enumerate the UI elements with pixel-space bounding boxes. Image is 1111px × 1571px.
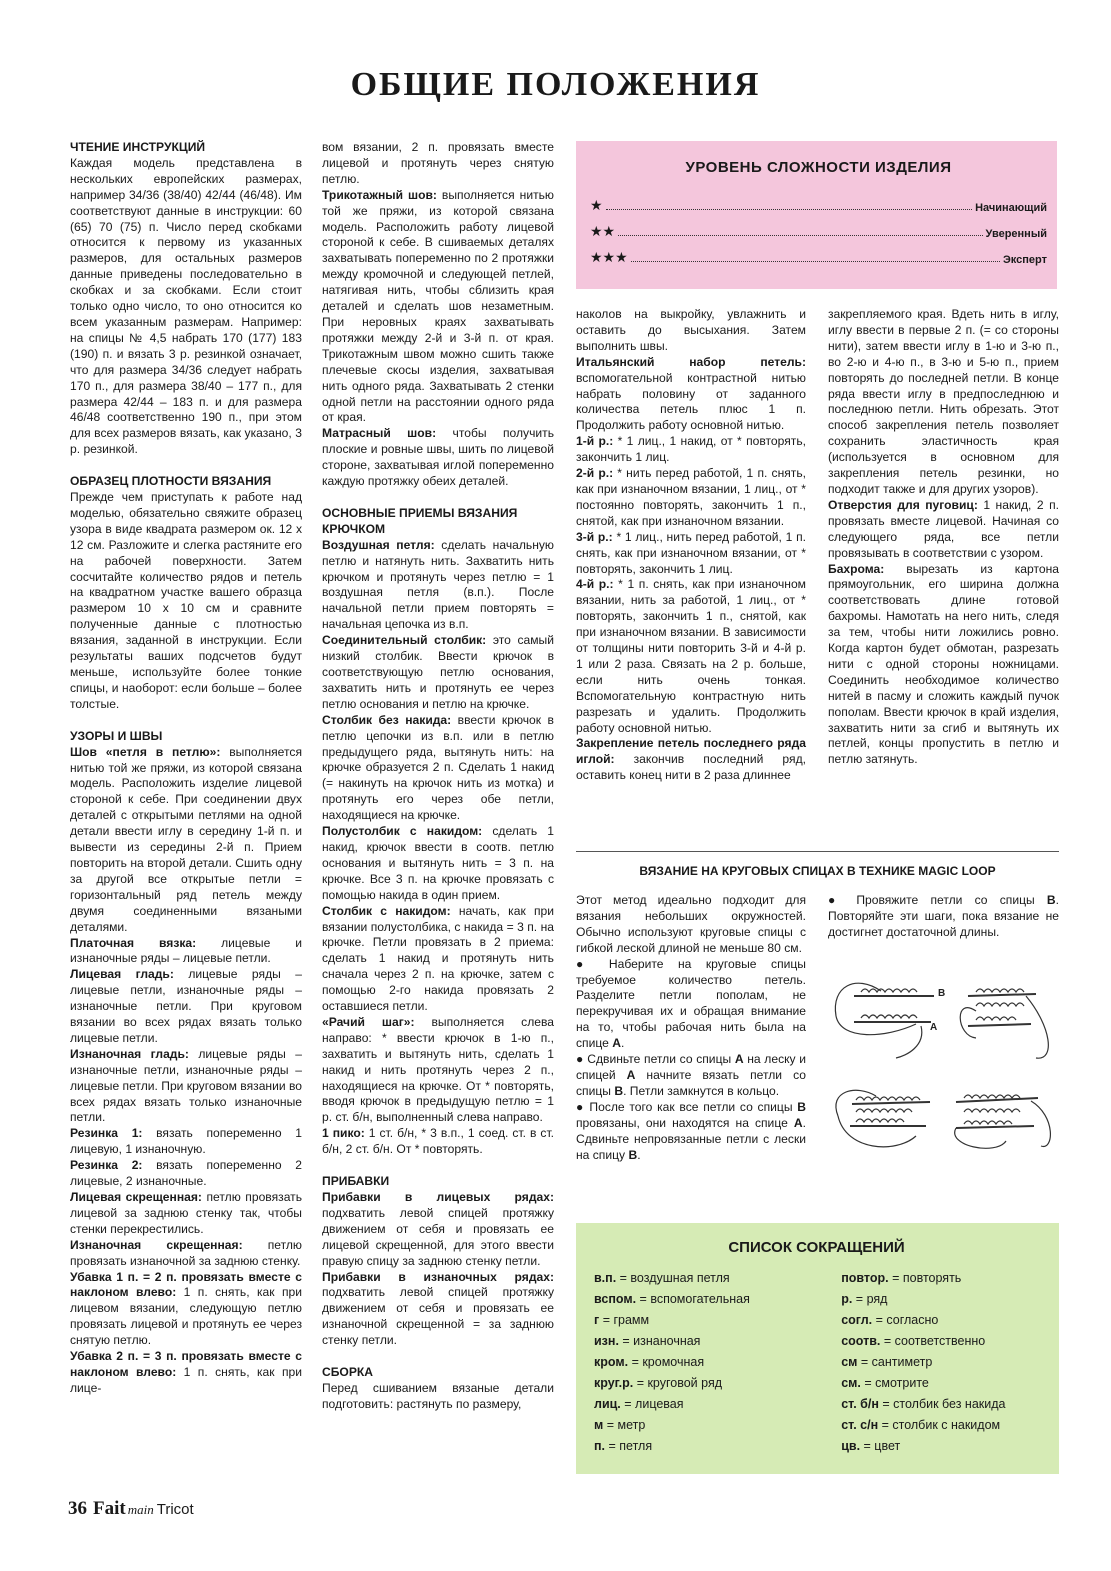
abbreviation-row: вспом. = вспомогательная	[594, 1292, 750, 1306]
section-title-crochet: ОСНОВНЫЕ ПРИЕМЫ ВЯЗАНИЯ КРЮЧКОМ	[322, 505, 518, 536]
magic-step-4: ● Провяжите петли со спицы В. Повторяйте эти шаги, пока вязание не достигнет достаточной длины.	[828, 893, 1059, 939]
page-footer	[68, 1498, 194, 1520]
abbreviation-row: круг.р. = круговой ряд	[594, 1376, 723, 1390]
abbreviation-row: р. = ряд	[841, 1292, 888, 1306]
abbreviations-left	[594, 1268, 841, 1457]
magic-step-3: ● После того как все петли со спицы В провязаны, они находятся на спице А. Сдвиньте непровязанные петли с лески на спицу В.	[576, 1099, 806, 1162]
difficulty-level: ★★★ Эксперт	[590, 249, 1047, 266]
needle-label-a: A	[930, 1022, 938, 1033]
abbreviations-right	[841, 1268, 1039, 1457]
section-title-patterns: УЗОРЫ И ШВЫ	[70, 728, 163, 743]
abbreviation-row: изн. = изнаночная	[594, 1334, 701, 1348]
pattern-item: Резинка 1: вязать попеременно 1 лицевую, 1 изнаночную.	[70, 1126, 302, 1157]
continued-text: закрепляемого края. Вдеть нить в иглу, иглу ввести в первые 2 п. (= со стороны нити), затем ввести иглу в 1-ю и 3-ю п., во 2-ю и 4-ю п., в 3-ю и 5-ю п., прием повторять до последней петли. В конце ряда ввести иглу в предпоследнюю и последнюю петли. Нить обрезать. Этот способ закрепления петель позволяет сохранить эластичность края (используется в основном для закрепления петель резинки, но подходит также и для других узоров).	[828, 307, 1059, 496]
abbreviation-row: кром. = кромочная	[594, 1355, 705, 1369]
magic-intro: Этот метод идеально подходит для вязания небольших окружностей. Обычно используют круговые спицы с гибкой леской длиной не меньше 80 см.	[576, 893, 806, 955]
technique-item: 3-й р.: * 1 лиц., нить перед работой, 1 п. снять, как при изнаночном вязании, от * повторять, закончить 1 лиц.	[576, 529, 806, 576]
abbreviation-row: в.п. = воздушная петля	[594, 1271, 730, 1285]
crochet-item: «Рачий шаг»: выполняется слева направо: * ввести крючок в 1-ю п., захватить и вытянуть нить, сделать 1 накид и нить протянуть через 2 п., находящиеся на крючке. От * повторять, вводя крючок в предыдущую петлю = 1 р. ст. б/н, выполненный слева направо.	[322, 1014, 554, 1125]
pattern-item: Платочная вязка: лицевые и изнаночные ряды – лицевые петли.	[70, 935, 302, 966]
technique-item: Закрепление петель последнего ряда иглой: закончив последний ряд, оставить конец нити в 2 раза длиннее	[576, 736, 806, 783]
abbreviation-row: согл. = согласно	[841, 1313, 939, 1327]
magic-step-2: ● Сдвиньте петли со спицы А на леску и спицей А начните вязать петли со спицы В. Петли замкнутся в кольцо.	[576, 1052, 807, 1098]
column-1	[70, 140, 302, 1397]
abbreviation-row: лиц. = лицевая	[594, 1397, 684, 1411]
abbreviation-row: цв. = цвет	[841, 1439, 901, 1453]
section-divider	[576, 851, 1059, 852]
abbreviation-row: соотв. = соответственно	[841, 1334, 986, 1348]
crochet-item: Полустолбик с накидом: сделать 1 накид, крючок ввести в соотв. петлю основания и вытянуть нить = 3 п. на крючке. Все 3 п. на крючке провязать с помощью накида в один прием.	[322, 824, 555, 902]
abbreviation-row: см = сантиметр	[841, 1355, 933, 1369]
section-title-assembly: СБОРКА	[322, 1365, 374, 1380]
abbreviation-row: повтор. = повторять	[841, 1271, 962, 1285]
technique-item: 4-й р.: * 1 п. снять, как при изнаночном вязании, нить за работой, 1 лиц., от * повторять, закончить 1 п., снятой, как при изнаночном вязании. В зависимости от толщины нити повторить 3-й и 4-й р. 1 или 2 раза. Связать на 2 р. больше, если нить очень тонкая. Вспомогательную контрастную нить разрезать и удалить. Продолжить работу основной нитью.	[576, 577, 806, 735]
abbreviation-row: п. = петля	[594, 1439, 653, 1453]
increase-item: Прибавки в изнаночных рядах: подхватить левой спицей протяжку движением от себя и провязать ее изнаночной скрещенной = за заднюю стенку петли.	[322, 1269, 554, 1348]
pattern-item: Резинка 2: вязать попеременно 2 лицевые, 2 изнаночные.	[70, 1158, 302, 1189]
assembly-text: Перед сшиванием вязаные детали подготовить: растянуть по размеру,	[322, 1380, 554, 1411]
crochet-item: 1 пико: 1 ст. б/н, * 3 в.п., 1 соед. ст. в ст. б/н, 2 ст. б/н. От * повторять.	[322, 1126, 555, 1157]
crochet-item: Столбик с накидом: начать, как при вязании полустолбика, с накида = 3 п. на крючке. Петли провязать в 2 приема: сделать 1 накид и протянуть нить сначала через 2 п. на крючке, затем с помощью 2-го накида провязать 2 оставшиеся петли.	[322, 903, 554, 1014]
magic-step-1: ● Наберите на круговые спицы требуемое количество петель. Разделите петли пополам, не перекручивая их и обращая внимание на то, чтобы рабочая нить была на спице А.	[576, 956, 806, 1051]
technique-item: Бахрома: вырезать из картона прямоугольник, его ширина должна соответствовать длине готовой бахромы. Намотать на него нить, следя за тем, чтобы нити ложились ровно. Когда картон будет обмотан, разрезать нити с одной стороны ножницами. Соединить необходимое количество нитей в пасму и сложить каждый пучок пополам. Ввести крючок в край изделия, захватить нити за сгиб и вытянуть их петлей, концы пропустить в петлю и петлю затянуть.	[828, 561, 1059, 767]
needle-label-b: B	[938, 988, 946, 999]
difficulty-title: УРОВЕНЬ СЛОЖНОСТИ ИЗДЕЛИЯ	[685, 159, 952, 176]
page-number: 36	[68, 1498, 87, 1519]
column-2	[322, 140, 554, 1413]
section-title-gauge: ОБРАЗЕЦ ПЛОТНОСТИ ВЯЗАНИЯ	[70, 474, 272, 489]
abbreviation-row: ст. с/н = столбик с накидом	[841, 1418, 1001, 1432]
continued-text: вом вязании, 2 п. провязать вместе лицевой и протянуть через снятую петлю.	[322, 140, 554, 186]
pattern-item: Шов «петля в петлю»: выполняется нитью той же пряжи, из которой связана модель. Расположить изделие лицевой стороной к себе. При соединении двух деталей с открытыми петлями на одной детали ввести иглу в середину 1-й п. и вывести из середины 2-й п. Прием повторить на второй детали. Сшить одну за другой все открытые петли = горизонтальный ряд петель между двумя соединенными вязаными деталями.	[70, 744, 302, 934]
crochet-item: Столбик без накида: ввести крючок в петлю цепочки из в.п. или в петлю предыдущего ряда, вытянуть нить: на крючке образуется 2 п. Сделать 1 накид (= накинуть на крючок нить из мотка) и протянуть его через обе петли, находящиеся на крючке.	[322, 712, 554, 823]
star-icon: ★	[590, 197, 603, 213]
section-title-reading: ЧТЕНИЕ ИНСТРУКЦИЙ	[70, 140, 206, 154]
abbreviation-row: ст. б/н = столбик без накида	[841, 1397, 1006, 1411]
abbreviations-title: СПИСОК СОКРАЩЕНИЙ	[728, 1239, 905, 1256]
technique-item: Отверстия для пуговиц: 1 накид, 2 п. провязать вместе лицевой. Начиная со следующего ряда, все петли провязывать в соответствии с узором.	[828, 497, 1059, 560]
magic-loop-title: ВЯЗАНИЕ НА КРУГОВЫХ СПИЦАХ В ТЕХНИКЕ MAGIC LOOP	[639, 864, 996, 878]
technique-item: Итальянский набор петель: вспомогательной контрастной нитью набрать половину от заданного количества петель плюс 1 п. Продолжить работу основной нитью.	[576, 354, 806, 433]
gauge-text: Прежде чем приступать к работе над моделью, обязательно свяжите образец узора в виде квадрата размером ок. 12 х 12 см. Разложите и слегка растяните его на рабочей поверхности. Затем сосчитайте количество рядов и петель на квадратном участке вашего образца размером 10 х 10 см и сравните полученные данные с плотностью вязания, заданной в инструкции. Если результаты ваших подсчетов будут меньше, используйте более тонкие спицы, и наоборот: если больше – более толстые.	[70, 490, 302, 711]
pattern-item: Убавка 2 п. = 3 п. провязать вместе с наклоном влево: 1 п. снять, как при лице-	[70, 1349, 302, 1395]
technique-item: 2-й р.: * нить перед работой, 1 п. снять, как при изнаночном вязании, 1 лиц., от * постоянно повторять, закончить 1 п., снятой, как при изнаночном вязании.	[576, 466, 806, 528]
star-icon: ★★★	[590, 249, 628, 265]
magic-loop-column-2	[828, 893, 1059, 941]
pattern-item: Лицевая гладь: лицевые ряды – лицевые петли, изнаночные ряды – изнаночные петли. При круговом вязании во всех рядах вязать только лицевые петли.	[70, 967, 302, 1045]
pattern-item: Изнаночная скрещенная: петлю провязать изнаночной за заднюю стенку.	[70, 1237, 302, 1268]
crochet-item: Воздушная петля: сделать начальную петлю и натянуть нить. Захватить нить крючком и протянуть через петлю = 1 воздушная петля (в.п.). После начальной петли прием повторять = начальная цепочка из в.п.	[322, 537, 555, 632]
difficulty-level: ★ Начинающий	[590, 197, 1047, 214]
column-3	[576, 307, 806, 784]
pattern-item: Изнаночная гладь: лицевые ряды – изнаночные петли, изнаночные ряды – лицевые петли. При круговом вязании во всех рядах вязать только изнаночные петли.	[70, 1046, 302, 1125]
seam-item: Матрасный шов: чтобы получить плоские и ровные швы, шить по лицевой стороне, захватывая иглой попеременно каждую протяжку обеих деталей.	[322, 426, 554, 489]
section-title-increases: ПРИБАВКИ	[322, 1174, 390, 1189]
abbreviation-row: см. = смотрите	[841, 1376, 929, 1390]
pattern-item: Убавка 1 п. = 2 п. провязать вместе с наклоном влево: 1 п. снять, как при лицевом вязании, следующую петлю провязать лицевой и протянуть ее через снятую петлю.	[70, 1269, 302, 1348]
magic-loop-column-1	[576, 893, 806, 1163]
continued-text: наколов на выкройку, увлажнить и оставить до высыхания. Затем выполнить швы.	[576, 307, 806, 353]
increase-item: Прибавки в лицевых рядах: подхватить левой спицей протяжку движением от себя и провязать ее лицевой скрещенной, для этого ввести правую спицу за заднюю стенку петли.	[322, 1190, 554, 1268]
crochet-item: Соединительный столбик: это самый низкий столбик. Ввести крючок в соответствующую петлю основания, захватить нить и протянуть ее через петлю основания и петлю на крючке.	[322, 633, 554, 711]
seam-item: Трикотажный шов: выполняется нитью той же пряжи, из которой связана модель. Расположить работу лицевой стороной к себе. В сшиваемых деталях захватывать попеременно по 2 протяжки между кромочной и следующей петлей, натягивая нить, чтобы сблизить края деталей и сделать шов незаметным. При неровных краях захватывать протяжки между 2-й и 3-й п. от края. Трикотажным швом можно сшить также плечевые скосы изделия, захватывая нить одного ряда. Захватывать 2 стенки одной петли на расстоянии одного ряда от края.	[322, 187, 554, 425]
abbreviation-row: г = грамм	[594, 1313, 650, 1327]
column-4	[828, 307, 1059, 768]
brand-fait: Fait	[93, 1498, 126, 1519]
page-title: ОБЩИЕ ПОЛОЖЕНИЯ	[350, 66, 761, 103]
technique-item: 1-й р.: * 1 лиц., 1 накид, от * повторять, закончить 1 лиц.	[576, 434, 806, 465]
abbreviation-row: м = метр	[594, 1418, 646, 1432]
difficulty-level: ★★ Уверенный	[590, 223, 1047, 240]
star-icon: ★★	[590, 223, 616, 239]
abbreviations-box	[576, 1223, 1059, 1474]
reading-text: Каждая модель представлена в нескольких европейских размерах, например 34/36 (38/40) 42/44 (46/48). Им соответствуют данные в инструкции: 60 (65) 70 (75) п. Число перед скобками относится к первому из указанных размеров, для остальных размеров данные приведены последовательно в скобках и за скобками. Если стоит только одно число, то оно относится ко всем указанным размерам. Например: на спицы № 4,5 набрать 170 (177) 183 (190) п. и вязать 3 р. резинкой означает, что для размера 34/36 следует набрать 170 п., для размера 38/40 – 177 п., для размера 42/44 – 183 п. и для размера 46/48 соответственно 190 п., при этом для всех размеров вязать, как указано, 3 р. резинкой.	[70, 155, 302, 457]
difficulty-box	[576, 141, 1057, 289]
brand-main: main	[127, 1502, 154, 1517]
magic-loop-illustration	[826, 966, 1056, 1162]
brand-tricot: Tricot	[156, 1501, 194, 1518]
pattern-item: Лицевая скрещенная: петлю провязать лицевой за заднюю стенку так, чтобы стенки перекрестились.	[70, 1190, 302, 1236]
